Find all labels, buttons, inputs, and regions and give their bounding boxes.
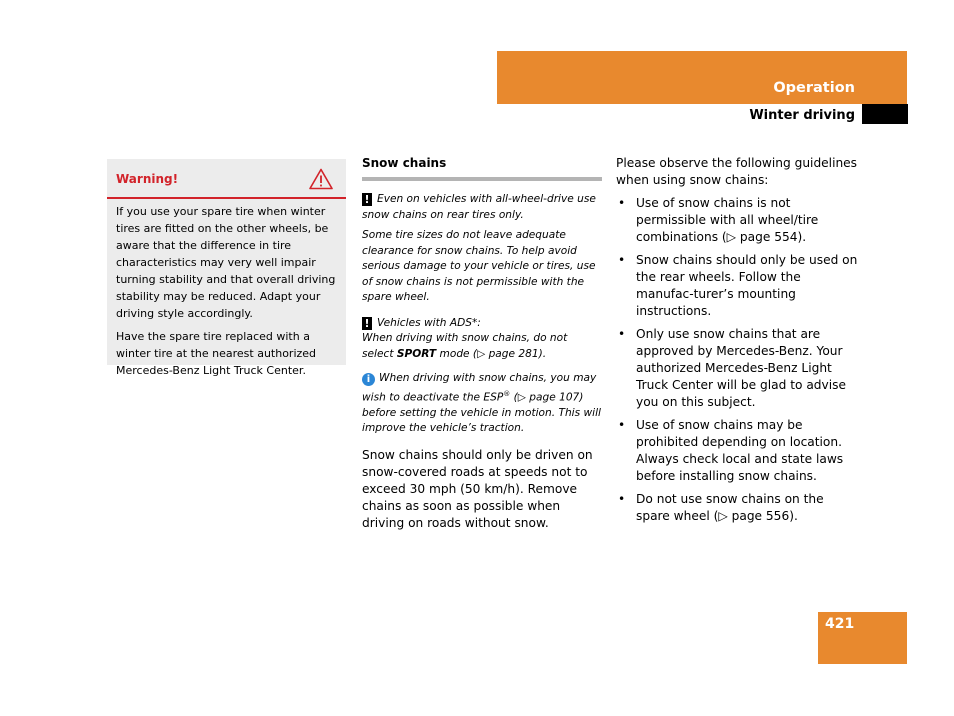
note-paragraph <box>362 192 602 223</box>
section-title: Operation <box>773 80 855 96</box>
bullet-icon: • <box>618 492 626 506</box>
registered-mark: ® <box>503 389 511 398</box>
note-text: mode (▷ page 281). <box>436 347 547 360</box>
warning-paragraph: Have the spare tire replaced with a winter tire at the nearest authorized Mercedes-Benz Light Truck Center. <box>116 330 317 377</box>
list-item-text: Only use snow chains that are approved by Mercedes-Benz. Your authorized Mercedes-Benz Light Truck Center will be glad to advise you on this subject. <box>636 327 846 409</box>
bullet-icon: • <box>618 327 626 341</box>
section-heading: Snow chains <box>362 156 602 181</box>
sport-mode-label: SPORT <box>396 347 437 360</box>
note-paragraph <box>362 316 602 363</box>
list-item <box>616 252 861 320</box>
note-text: (▷ page 107) before setting the vehicle in motion. This will improve the vehicle’s traction. <box>362 391 602 435</box>
section-tab-marker <box>862 104 908 124</box>
note-text: Even on vehicles with all-wheel-drive use snow chains on rear tires only. <box>362 193 596 221</box>
body-paragraph: Snow chains should only be driven on snow-covered roads at speeds not to exceed 30 mph (50 km/h). Remove chains as soon as possible when driving on roads without snow. <box>362 447 593 530</box>
list-item-text: Use of snow chains is not permissible with all wheel/tire combinations (▷ page 554). <box>636 196 819 244</box>
header-bar <box>497 51 907 104</box>
warning-paragraph: If you use your spare tire when winter tires are fitted on the other wheels, be aware that the difference in tire characteristics may very well impair turning stability and that overall driving stability may be reduced. Adapt your driving style accordingly. <box>116 205 336 320</box>
list-item <box>616 417 861 485</box>
list-item <box>616 195 861 246</box>
warning-label: Warning! <box>116 172 179 186</box>
page-number-box <box>818 612 907 664</box>
warning-triangle-icon <box>309 168 333 190</box>
subsection-title: Winter driving <box>749 108 855 123</box>
info-paragraph <box>362 371 602 437</box>
warning-panel <box>107 159 346 377</box>
warning-body <box>116 203 342 385</box>
note-paragraph: Some tire sizes do not leave adequate clearance for snow chains. To help avoid serious damage to your vehicle or tires, use of snow chains is not permissible with the spare wheel. <box>362 229 596 303</box>
exclamation-icon: ! <box>362 317 372 330</box>
snow-chains-section <box>362 156 602 532</box>
note-text: When driving with snow chains, do not select <box>362 332 568 360</box>
note-heading: Vehicles with ADS*: <box>377 316 481 329</box>
page-number: 421 <box>825 616 855 632</box>
list-item-text: Use of snow chains may be prohibited depending on location. Always check local and state laws before installing snow chains. <box>636 418 844 483</box>
guidelines-section <box>616 155 861 531</box>
note-text: When driving with snow chains, you may wish to deactivate the ESP <box>362 372 597 404</box>
exclamation-icon: ! <box>362 193 372 206</box>
list-item-text: Snow chains should only be used on the rear wheels. Follow the manufac-turer’s mounting instructions. <box>636 253 858 318</box>
warning-header <box>107 159 346 199</box>
list-item <box>616 491 861 525</box>
guidelines-intro: Please observe the following guidelines when using snow chains: <box>616 156 858 187</box>
bullet-icon: • <box>618 196 626 210</box>
list-item <box>616 326 861 411</box>
info-icon: i <box>362 373 375 386</box>
bullet-icon: • <box>618 253 626 267</box>
bullet-icon: • <box>618 418 626 432</box>
list-item-text: Do not use snow chains on the spare wheel (▷ page 556). <box>636 492 824 523</box>
guidelines-list <box>616 195 861 525</box>
